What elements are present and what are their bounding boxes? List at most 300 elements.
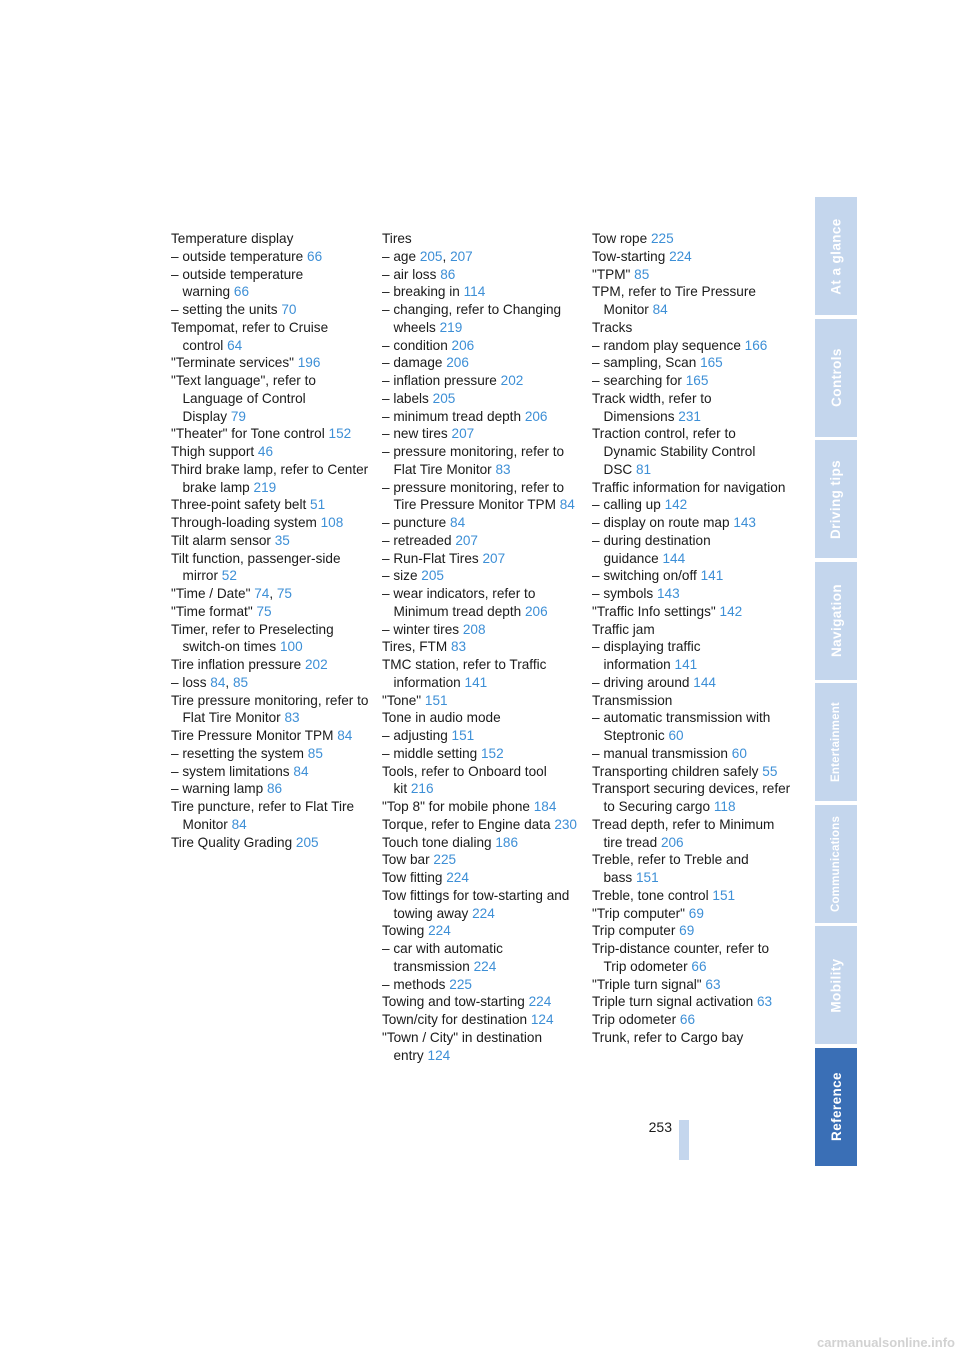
page-reference-link[interactable]: 207 [482,550,506,566]
index-term: Transmission [592,692,673,708]
chapter-tab-label: Reference [828,1072,844,1141]
index-term: – methods [382,976,446,992]
index-term: Trunk, refer to Cargo bay [592,1029,744,1045]
page-reference-link[interactable]: 184 [533,799,557,814]
page-reference-link[interactable]: 46 [257,444,274,459]
index-term: Touch tone dialing [382,834,492,850]
index-entry [592,709,792,745]
page-reference-link[interactable]: 151 [712,887,736,903]
index-entry [171,230,371,248]
index-term: "Tone" [382,692,422,708]
index-term: Torque, refer to Engine data [382,816,551,832]
index-term: – pressure monitoring, refer to Flat Tire Monitor [382,444,565,477]
index-entry [592,425,792,478]
page-reference-link[interactable]: 225 [449,976,472,992]
page-reference-link[interactable]: 84 [559,497,575,513]
index-entry [382,408,582,426]
index-term: – switching on/off [592,568,697,584]
index-term: Tow bar [382,852,430,868]
page-reference-link[interactable]: 166 [744,337,768,353]
index-entry [592,887,792,905]
index-entry [171,372,371,425]
page-reference-link[interactable]: 63 [756,994,773,1010]
page-reference-link[interactable]: 86 [440,266,456,282]
index-term: "Top 8" for mobile phone [382,799,530,814]
index-term: – air loss [382,266,437,282]
index-entry [382,816,582,834]
page-reference-link[interactable]: 206 [524,603,548,619]
index-column-3 [592,230,792,1047]
index-term: Timer, refer to Preselecting switch-on times [171,621,334,655]
page-reference-link[interactable]: 202 [500,373,524,388]
page-reference-link[interactable]: 35 [274,532,290,548]
page-reference-link[interactable]: 143 [733,515,756,530]
index-term: TPM, refer to Tire Pressure Monitor [592,284,756,317]
index-term: – changing, refer to Changing wheels [382,302,562,335]
index-term: – puncture [382,515,447,530]
page-reference-link[interactable]: 224 [473,958,497,974]
page-reference-link[interactable]: 84 [652,302,668,317]
index-term: – random play sequence [592,337,741,353]
page-reference-link[interactable]: 219 [439,319,463,335]
page-reference-link[interactable]: 84 [231,816,247,832]
page-reference-link[interactable]: 144 [693,674,716,690]
page-reference-link[interactable]: 84 [210,674,226,690]
page-reference-link[interactable]: 142 [664,497,688,513]
page-reference-link[interactable]: 141 [700,568,724,584]
index-term: "TPM" [592,266,631,282]
index-term: Trip-distance counter, refer to Trip odometer [592,941,770,974]
index-entry [382,692,582,710]
index-entry [382,727,582,745]
index-entry [382,337,582,355]
index-term: TMC station, refer to Traffic information [382,657,547,690]
index-entry [592,745,792,763]
index-term: – breaking in [382,284,460,300]
page-reference-link[interactable]: 66 [233,284,250,300]
index-entry [382,479,582,515]
index-term: "Trip computer" [592,905,685,921]
index-term: – new tires [382,426,448,442]
index-entry [171,514,371,532]
index-term: Tire pressure monitoring, refer to Flat Tire Monitor [171,692,369,726]
index-entry: "Time / Date" 74, 75 [171,586,292,601]
chapter-tab-bar [815,197,857,1161]
page-reference-link[interactable]: 70 [281,302,297,317]
chapter-tab-navigation[interactable] [815,562,857,680]
index-term: Thigh support [171,444,255,459]
chapter-tab-label: Driving tips [828,459,844,539]
index-entry [382,1011,582,1029]
index-entry [382,354,582,372]
chapter-tab-label: At a glance [828,217,844,295]
index-entry [592,603,792,621]
page-reference-link[interactable]: 196 [297,355,321,371]
index-term: – sampling, Scan [592,355,697,371]
index-entry [171,532,371,550]
index-entry [592,638,792,674]
index-term: – car with automatic transmission [382,941,503,974]
page-reference-link[interactable]: 224 [446,870,469,885]
chapter-tab-label: Controls [828,348,844,407]
page-reference-link[interactable]: 118 [713,799,736,814]
index-term: – wear indicators, refer to Minimum tread depth [382,586,536,619]
index-entry [382,266,582,284]
page-number: 253 [648,1119,672,1135]
index-entry [382,869,582,887]
page-reference-link[interactable]: 205 [295,834,319,850]
page-reference-link[interactable]: 205 [432,390,456,406]
index-entry [592,674,792,692]
index-term: – symbols [592,586,654,601]
page-reference-link[interactable]: 124 [427,1047,451,1063]
index-term: Trip computer [592,923,676,939]
index-term: Tow-starting [592,248,666,264]
index-entry [382,940,582,976]
index-term: – manual transmission [592,745,728,761]
chapter-tab-label: Mobility [828,957,844,1013]
page-reference-link[interactable]: 206 [451,337,475,353]
page-reference-link[interactable]: 165 [685,373,709,388]
index-entry [592,266,792,284]
index-term: Tow rope [592,231,648,246]
index-term: "Traffic Info settings" [592,603,716,619]
page-reference-link[interactable]: 207 [455,532,478,548]
page-reference-link[interactable]: 224 [428,923,451,939]
page-reference-link[interactable]: 85 [307,745,323,761]
index-entry [592,1011,792,1029]
index-entry [592,976,792,994]
page-reference-link[interactable]: 69 [688,905,704,921]
index-term: Tow fitting [382,870,443,885]
index-entry [382,745,582,763]
index-entry [382,390,582,408]
page-reference-link[interactable]: 60 [668,728,684,743]
index-entry [592,851,792,887]
index-entry [171,763,371,781]
page-reference-link[interactable]: 152 [328,426,352,442]
page-reference-link[interactable]: 216 [410,781,434,797]
index-entry [382,621,582,639]
page-reference-link[interactable]: 84 [337,728,353,743]
index-entry [592,479,792,497]
index-entry [592,319,792,337]
page-reference-link[interactable]: 151 [424,692,448,708]
index-entry [382,567,582,585]
page-reference-link[interactable]: 143 [656,586,680,601]
footer-watermark: carmanualsonline.info [817,1335,955,1350]
index-entry [382,993,582,1011]
index-entry [382,763,582,799]
index-entry [592,567,792,585]
index-term: "Time / Date" [171,586,251,601]
index-entry [382,425,582,443]
index-entry [592,780,792,816]
page-reference-link[interactable]: 206 [446,355,469,371]
index-term: Track width, refer to Dimensions [592,390,712,424]
index-term: Through-loading system [171,515,317,530]
index-term: – winter tires [382,621,460,637]
page-reference-link[interactable]: 202 [304,657,328,672]
index-entry [592,621,792,639]
index-entry [382,851,582,869]
index-term: "Time format" [171,603,253,619]
index-entry [592,532,792,568]
page-reference-link[interactable]: 152 [481,745,504,761]
chapter-tab-entertainment[interactable] [815,683,857,801]
page-reference-link[interactable]: 141 [464,674,488,690]
page-reference-link[interactable]: 55 [762,763,778,779]
index-term: – outside temperature warning [171,266,304,300]
chapter-tab-label: Navigation [828,583,844,658]
index-entry [592,816,792,852]
index-entry [382,230,582,248]
index-term: – size [382,568,418,584]
index-term: – calling up [592,497,661,513]
index-entry [171,727,371,745]
index-term: – warning lamp [171,781,264,797]
page-reference-link[interactable]: 66 [691,958,707,974]
page-reference-link[interactable]: 124 [530,1012,554,1027]
index-entry [382,922,582,940]
page-reference-link[interactable]: 75 [256,603,272,619]
page-reference-link[interactable]: 224 [472,905,495,921]
index-entry [382,372,582,390]
index-term: – minimum tread depth [382,408,522,424]
page-reference-link[interactable]: 206 [660,834,684,850]
page-reference-link[interactable]: 224 [528,994,552,1010]
index-entry [382,550,582,568]
chapter-tab-reference[interactable] [815,1048,857,1166]
index-term: – searching for [592,373,682,388]
page-number-bar [679,1120,689,1160]
index-entry [592,922,792,940]
chapter-tab-mobility[interactable] [815,926,857,1044]
page-reference-link[interactable]: 108 [320,515,344,530]
index-term: Treble, tone control [592,887,709,903]
index-entry [171,745,371,763]
page-reference-link[interactable]: 52 [221,568,237,584]
index-term: Tire inflation pressure [171,657,302,672]
index-entry [382,976,582,994]
page-reference-link[interactable]: 83 [284,710,300,726]
index-term: – age [382,248,417,264]
index-term: – labels [382,390,429,406]
page-reference-link[interactable]: 205 [419,248,443,264]
page-reference-link[interactable]: 186 [495,834,519,850]
index-entry [171,780,371,798]
index-term: – pressure monitoring, refer to Tire Pressure Monitor TPM [382,479,565,513]
page-reference-link[interactable]: 151 [636,870,659,885]
index-entry [382,585,582,621]
page-reference-link[interactable]: 66 [307,248,323,264]
page-reference-link[interactable]: 230 [554,816,577,832]
page-reference-link[interactable]: 165 [700,355,723,371]
index-entry [171,319,371,355]
index-term: – middle setting [382,745,478,761]
index-entry [592,940,792,976]
chapter-tab-label: Entertainment [830,702,843,782]
page-reference-link[interactable]: 83 [450,639,467,655]
chapter-tab-driving-tips[interactable] [815,440,857,558]
page-reference-link[interactable]: 74 [254,586,270,601]
index-entry: – age 205, 207 [382,248,473,264]
page-reference-link[interactable]: 85 [232,674,249,690]
index-entry [171,834,371,852]
page-reference-link[interactable]: 206 [524,408,548,424]
page-reference-link[interactable]: 81 [635,461,652,477]
page-reference-link[interactable]: 224 [669,248,692,264]
page-reference-link[interactable]: 231 [678,408,701,424]
index-term: – condition [382,337,448,353]
index-term: Traffic jam [592,621,655,637]
index-term: Tire Quality Grading [171,834,293,850]
index-entry [171,248,371,266]
index-term: Third brake lamp, refer to Center brake lamp [171,461,369,495]
index-entry [592,230,792,248]
page-reference-link[interactable]: 63 [705,976,721,992]
page-reference-link[interactable]: 64 [227,337,243,353]
page-reference-link[interactable]: 208 [462,621,486,637]
index-term: – Run-Flat Tires [382,550,479,566]
index-entry [171,621,371,657]
index-entry [171,798,371,834]
index-entry [382,798,582,816]
page-reference-link[interactable]: 225 [650,231,674,246]
index-entry [171,656,371,674]
index-term: Tow fittings for tow-starting and towing away [382,887,570,921]
index-entry [382,532,582,550]
page-reference-link[interactable]: 114 [463,284,486,300]
page-reference-link[interactable]: 100 [279,639,303,655]
index-term: – display on route map [592,515,730,530]
index-entry [171,301,371,319]
index-entry [592,514,792,532]
page-reference-link[interactable]: 51 [310,497,326,513]
index-entry [171,461,371,497]
index-entry [592,248,792,266]
page-reference-link[interactable]: 84 [293,763,309,779]
index-entry [171,354,371,372]
page-reference-link[interactable]: 84 [450,515,466,530]
chapter-tab-controls[interactable] [815,319,857,437]
page-reference-link[interactable]: 144 [662,550,686,566]
index-entry [171,266,371,302]
index-entry [382,709,582,727]
page-reference-link[interactable]: 60 [731,745,747,761]
index-term: – during destination guidance [592,532,711,566]
index-term: – system limitations [171,763,290,779]
index-entry [171,425,371,443]
page-reference-link[interactable]: 219 [253,479,277,495]
index-term: – driving around [592,674,690,690]
index-entry [382,638,582,656]
index-entry [592,692,792,710]
index-entry [382,1029,582,1065]
index-term: Town/city for destination [382,1012,528,1027]
index-entry [592,905,792,923]
index-term: – resetting the system [171,745,304,761]
index-term: – retreaded [382,532,452,548]
index-term: Triple turn signal activation [592,994,754,1010]
index-entry [382,443,582,479]
index-entry [171,550,371,586]
index-term: Tilt function, passenger-side mirror [171,550,341,584]
index-entry [171,496,371,514]
chapter-tab-communications[interactable] [815,805,857,923]
page-reference-link[interactable]: 207 [451,426,475,442]
page-reference-link[interactable]: 79 [230,408,246,424]
index-term: Transporting children safely [592,763,759,779]
index-entry [382,514,582,532]
index-term: Tracks [592,319,633,335]
page-reference-link[interactable]: 205 [421,568,444,584]
index-term: Tempomat, refer to Cruise control [171,319,329,353]
index-term: Trip odometer [592,1012,677,1027]
index-entry [592,496,792,514]
page-reference-link[interactable]: 86 [266,781,283,797]
index-term: Tire puncture, refer to Flat Tire Monitor [171,799,355,832]
page-reference-link[interactable]: 151 [451,728,475,743]
index-entry [382,887,582,923]
page-reference-link[interactable]: 69 [679,923,695,939]
index-term: Traffic information for navigation [592,479,786,495]
index-term: Tire Pressure Monitor TPM [171,728,334,743]
page-reference-link[interactable]: 141 [674,657,698,672]
index-entry [592,390,792,426]
index-term: – displaying traffic information [592,639,701,672]
index-term: "Text language", refer to Language of Control Display [171,373,316,424]
index-term: Tires, FTM [382,639,448,655]
index-term: "Theater" for Tone control [171,426,325,442]
page-reference-link[interactable]: 207 [450,248,473,264]
index-entry [382,301,582,337]
page-reference-link[interactable]: 225 [433,852,457,868]
page-reference-link[interactable]: 83 [495,461,511,477]
index-entry: – loss 84, 85 [171,674,249,690]
index-entry [592,1029,792,1047]
index-term: Three-point safety belt [171,497,307,513]
index-term: Traction control, refer to Dynamic Stability Control DSC [592,426,756,477]
index-term: "Triple turn signal" [592,976,702,992]
page-reference-link[interactable]: 142 [719,603,743,619]
index-term: Towing [382,923,425,939]
index-term: "Town / City" in destination entry [382,1029,543,1063]
index-entry [592,763,792,781]
index-term: – setting the units [171,302,278,317]
index-term: – damage [382,355,443,371]
index-entry [592,337,792,355]
index-term: Treble, refer to Treble and bass [592,852,749,885]
index-entry [592,283,792,319]
page-reference-link[interactable]: 75 [276,586,292,601]
index-term: Tools, refer to Onboard tool kit [382,763,547,797]
index-term: – loss [171,674,207,690]
index-term: – outside temperature [171,248,304,264]
index-term: Tires [382,231,412,246]
index-entry [382,656,582,692]
page-reference-link[interactable]: 85 [634,266,650,282]
index-entry [592,354,792,372]
index-term: Tilt alarm sensor [171,532,271,548]
index-term: "Terminate services" [171,355,294,371]
chapter-tab-label: Communications [830,815,842,912]
index-entry [171,443,371,461]
index-column-1 [171,230,371,851]
index-entry [592,372,792,390]
page-reference-link[interactable]: 66 [679,1012,696,1027]
chapter-tab-at-a-glance[interactable] [815,197,857,315]
